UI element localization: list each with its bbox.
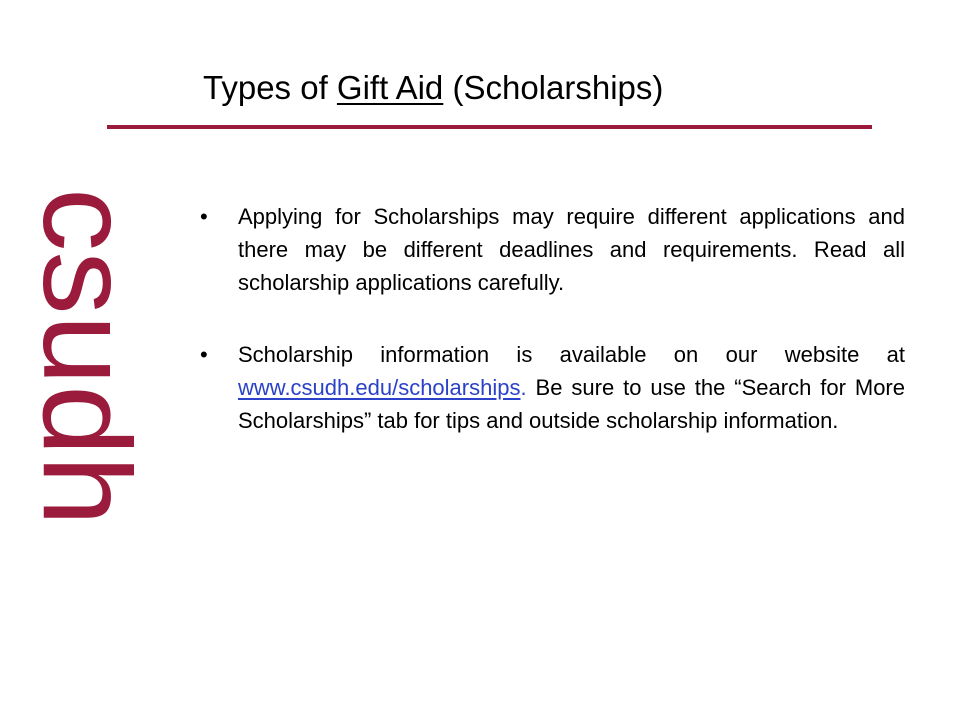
page-title <box>203 66 663 110</box>
link-punctuation: . <box>520 375 527 400</box>
title-suffix: (Scholarships) <box>443 69 664 106</box>
csudh-logo-graphic <box>17 188 155 532</box>
bullet-text-after: Be sure to use the “Search for More Scholarships” tab for tips and outside scholarship information. <box>238 375 905 433</box>
csudh-logo <box>17 188 155 532</box>
bullet-text-before: Scholarship information is available on our website at <box>238 342 905 367</box>
bullet-item <box>200 338 905 437</box>
csudh-logo-text: csudh <box>17 188 155 519</box>
bullet-marker: • <box>200 342 208 367</box>
scholarships-link[interactable]: www.csudh.edu/scholarships <box>238 375 521 400</box>
bullet-text: Applying for Scholarships may require different applications and there may be different deadlines and requirements. Read all scholarship applications carefully. <box>238 204 905 295</box>
title-underlined: Gift Aid <box>336 69 444 106</box>
bullet-list <box>200 200 905 476</box>
title-divider <box>107 125 872 129</box>
bullet-marker: • <box>200 204 208 229</box>
title-prefix: Types of <box>203 69 337 106</box>
bullet-item <box>200 200 905 299</box>
